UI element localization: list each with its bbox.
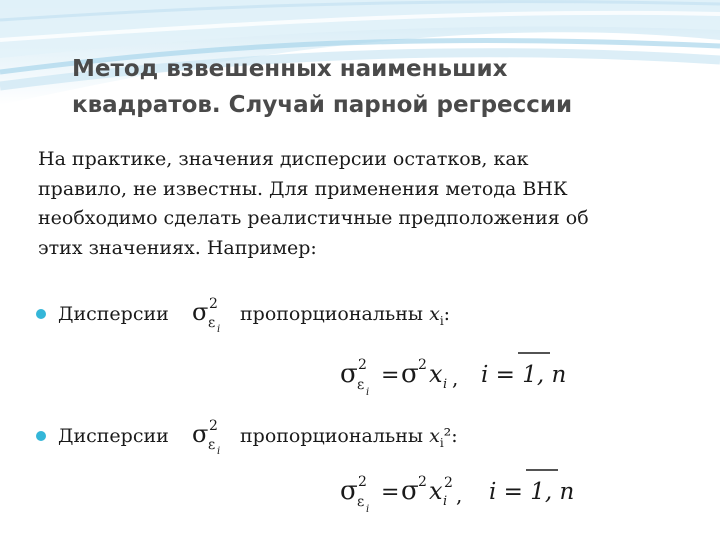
- subscript-index: i: [366, 387, 370, 398]
- sigma-symbol: σ: [340, 359, 358, 389]
- bullet-dot-icon: [36, 431, 46, 441]
- bullet-label: Дисперсии: [58, 303, 169, 325]
- comma: ,: [452, 366, 459, 390]
- superscript: 2: [418, 357, 427, 373]
- slide-title: [72, 51, 672, 123]
- bullet-text-suffix: ²:: [443, 425, 458, 447]
- title-line-1: Метод взвешенных наименьших: [72, 56, 508, 82]
- subscript-epsilon: ε: [357, 494, 365, 510]
- superscript: 2: [209, 418, 218, 434]
- bullet-item: [36, 420, 676, 460]
- variable-x: x: [429, 303, 440, 325]
- title-line-2: квадратов. Случай парной регрессии: [72, 92, 573, 118]
- sigma-symbol: σ: [401, 359, 419, 389]
- index-range: i = 1, n: [489, 479, 575, 505]
- equals-sign: =: [381, 480, 400, 505]
- sigma-symbol: σ: [340, 476, 358, 506]
- sigma-symbol: σ: [192, 298, 209, 326]
- intro-line: На практике, значения дисперсии остатков, как: [38, 148, 529, 170]
- bullet-text: [240, 420, 458, 459]
- index-range: i = 1, n: [481, 362, 567, 388]
- intro-line: этих значениях. Например:: [38, 236, 317, 259]
- subscript-epsilon: ε: [208, 315, 216, 331]
- variable-subscript: i: [439, 313, 444, 328]
- intro-line: необходимо сделать реалистичные предположения об: [38, 207, 589, 229]
- superscript: 2: [358, 357, 367, 373]
- comma: ,: [456, 483, 463, 507]
- variable-x: x: [429, 425, 440, 447]
- variable-subscript: i: [443, 494, 448, 509]
- formula-2: [326, 462, 576, 522]
- subscript-epsilon: ε: [208, 437, 216, 453]
- variable-x: x: [429, 477, 443, 505]
- bullet-label: Дисперсии: [58, 425, 169, 447]
- bullet-text-prefix: пропорциональны: [240, 425, 430, 447]
- formula-1: [326, 345, 576, 405]
- superscript: 2: [209, 296, 218, 312]
- equals-sign: =: [381, 363, 400, 388]
- sigma-symbol: σ: [401, 476, 419, 506]
- bullet-text: [240, 298, 450, 337]
- bullet-dot-icon: [36, 309, 46, 319]
- variable-superscript: 2: [444, 475, 453, 491]
- variable-x: x: [429, 360, 443, 388]
- intro-paragraph: [38, 145, 678, 263]
- bullet-text-suffix: :: [443, 303, 451, 325]
- intro-line: правило, не известны. Для применения метода ВНК: [38, 177, 568, 200]
- variable-subscript: i: [443, 377, 448, 392]
- sigma-symbol: σ: [192, 420, 209, 448]
- variable-subscript: i: [439, 435, 444, 450]
- subscript-index: i: [217, 324, 221, 334]
- subscript-index: i: [366, 504, 370, 515]
- superscript: 2: [358, 474, 367, 490]
- subscript-index: i: [217, 446, 221, 456]
- bullet-item: [36, 298, 676, 338]
- subscript-epsilon: ε: [357, 377, 365, 393]
- bullet-text-prefix: пропорциональны: [240, 303, 430, 325]
- superscript: 2: [418, 474, 427, 490]
